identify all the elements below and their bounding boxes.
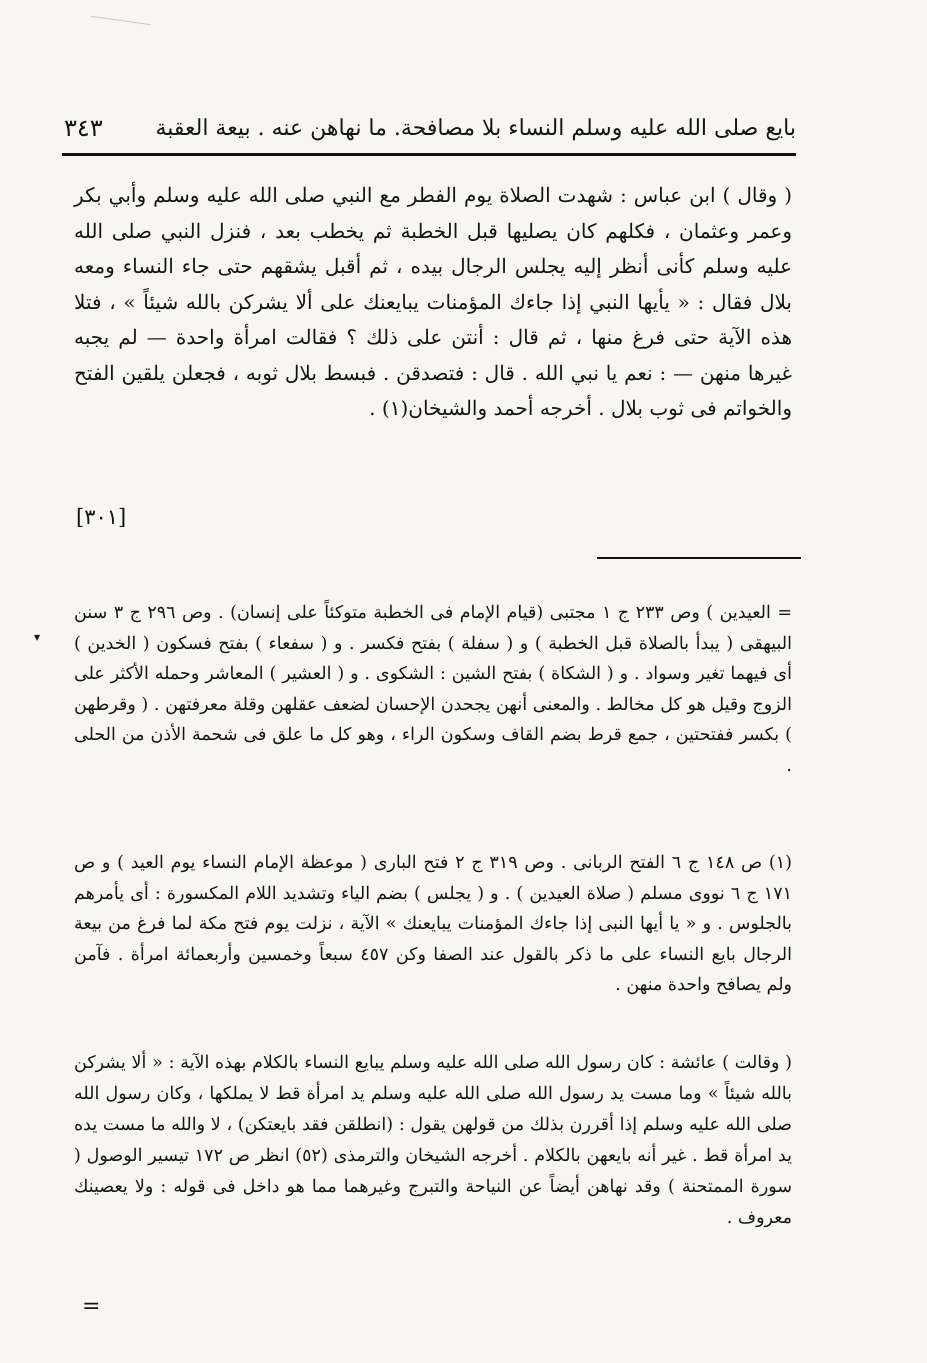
page-number: ٣٤٣ bbox=[64, 114, 103, 142]
main-hadith-text bbox=[74, 178, 792, 427]
footnote-1 bbox=[74, 848, 792, 1001]
footnote-continuation bbox=[74, 598, 792, 781]
footnote-paragraph: ( وقالت ) عائشة : كان رسول الله صلى الله عليه وسلم يبايع النساء بالكلام بهذه الآية : « ألا يشركن بالله شيئاً » وما مست يد رسول الله صلى الله عليه وسلم يد امرأة قط لا يملكها ، وكان رسول الله صلى الله عليه وسلم إذا أقررن بذلك من قولهن يقول : (انطلقن فقد بايعتكن) ، لا والله ما مست يده يد امرأة قط . غير أنه بايعهن بالكلام . أخرجه الشيخان والترمذى (٥٢) انظر ص ١٧٢ تيسير الوصول ( سورة الممتحنة ) وقد نهاهن أيضاً عن النياحة والتبرج وغيرهما مما هو داخل فى قوله : ولا يعصينك معروف . bbox=[74, 1053, 792, 1228]
footnote-2 bbox=[74, 1048, 792, 1234]
scan-artifact bbox=[89, 16, 151, 39]
hadith-paragraph: ( وقال ) ابن عباس : شهدت الصلاة يوم الفطر مع النبي صلى الله عليه وسلم وأبي بكر وعمر وعثمان ، فكلهم كان يصليها قبل الخطبة ثم يخطب بعد ، فنزل النبي صلى الله عليه وسلم كأنى أنظر إليه يجلس الرجال بيده ، ثم أقبل يشقهم حتى جاء النساء ومعه بلال فقال : « يأيها النبي إذا جاءك المؤمنات يبايعنك على ألا يشركن بالله شيئاً » ، فتلا هذه الآية حتى فرغ منها ، ثم قال : أنتن على ذلك ؟ فقالت امرأة واحدة — لم يجبه غيرها منهن — : نعم يا نبي الله . قال : فتصدقن . فبسط بلال ثوبه ، فجعلن يلقين الفتح والخواتم فى ثوب بلال . أخرجه أحمد والشيخان(١) . bbox=[74, 183, 792, 420]
footnote-paragraph: = العيدين ) وص ٢٣٣ ج ١ مجتبى (قيام الإمام فى الخطبة متوكئاً على إنسان) . وص ٢٩٦ ج ٣ سنن البيهقى ( يبدأ بالصلاة قبل الخطبة ) و ( سفلة ) بفتح فكسر . و ( سفعاء ) بفتح فسكون ( الخدين ) أى فيهما تغير وسواد . و ( الشكاة ) بفتح الشين : الشكوى . و ( العشير ) المعاشر وحمله الأكثر على الزوج وقيل هو كل مخالط . والمعنى أنهن يجحدن الإحسان لضعف عقلهن وقلة معرفتهن . ( وقرطهن ) بكسر ففتحتين ، جمع قرط بضم القاف وسكون الراء ، وهو كل ما علق فى شحمة الأذن من الحلى . bbox=[74, 603, 793, 776]
header-rule bbox=[62, 153, 796, 156]
running-title: بايع صلى الله عليه وسلم النساء بلا مصافحة. ما نهاهن عنه . بيعة العقبة bbox=[155, 115, 796, 141]
footnote-separator bbox=[597, 557, 801, 559]
margin-mark: ▾ bbox=[34, 630, 41, 644]
footnote-paragraph: (١) ص ١٤٨ ج ٦ الفتح الربانى . وص ٣١٩ ج ٢ فتح البارى ( موعظة الإمام النساء يوم العيد ) و ص ١٧١ ج ٦ نووى مسلم ( صلاة العيدين ) . و ( يجلس ) بضم الياء وتشديد اللام المكسورة : أى يأمرهم بالجلوس . و « يا أيها النبى إذا جاءك المؤمنات يبايعنك » الآية ، نزلت يوم فتح مكة لما فرغ من بيعة الرجال بايع النساء على ما ذكر بالقول عند الصفا وكن ٤٥٧ سبعاً وخمسين وأربعمائة امرأة . فآمن ولم يصافح واحدة منهن . bbox=[74, 853, 792, 995]
running-header bbox=[64, 110, 796, 146]
continuation-mark: = bbox=[82, 1294, 101, 1319]
hadith-number: [٣٠١] bbox=[76, 505, 127, 529]
